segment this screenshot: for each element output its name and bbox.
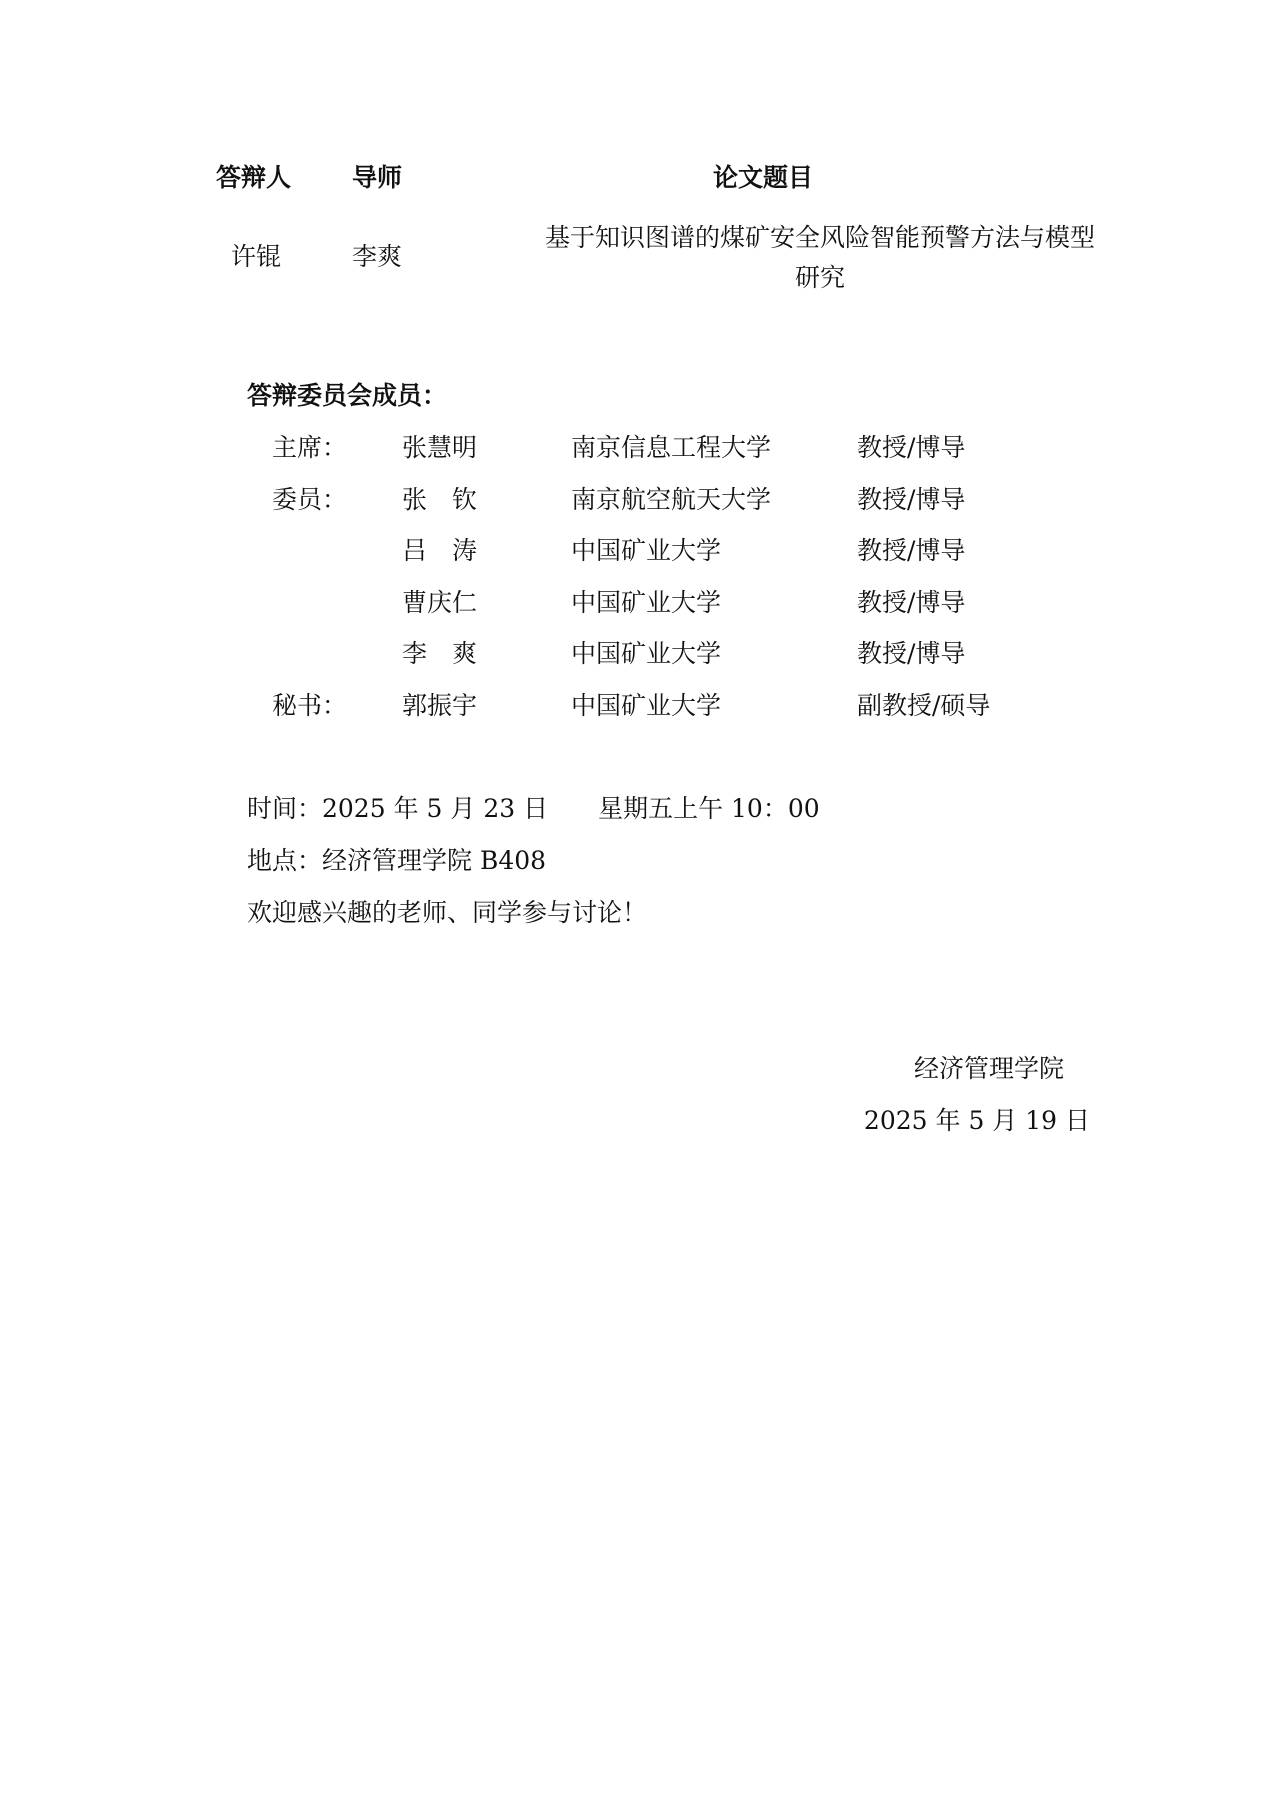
member-title: 教授/博导 [857,588,966,617]
committee-member-row [0,634,1280,674]
advisor-name: 李爽 [352,242,403,271]
signature-date: 2025 年 5 月 19 日 [863,1106,1090,1135]
member-role: 委员： [272,485,348,514]
member-title: 教授/博导 [857,433,966,462]
member-organization: 南京信息工程大学 [571,433,772,462]
member-name: 张慧明 [402,433,478,462]
defender-name: 许锟 [231,242,282,271]
header-advisor: 导师 [352,163,403,192]
member-name: 李 爽 [402,639,478,668]
member-title: 教授/博导 [857,536,966,565]
committee-member-row [0,480,1280,520]
defense-time: 时间：2025 年 5 月 23 日 星期五上午 10：00 [247,794,820,823]
thesis-title: 基于知识图谱的煤矿安全风险智能预警方法与模型研究 [544,223,1095,292]
member-organization: 中国矿业大学 [571,691,722,720]
member-title: 教授/博导 [857,485,966,514]
committee-member-row [0,583,1280,623]
member-name: 吕 涛 [402,536,478,565]
signature-organization: 经济管理学院 [913,1054,1064,1083]
member-organization: 南京航空航天大学 [571,485,772,514]
committee-member-row [0,686,1280,726]
member-name: 曹庆仁 [402,588,478,617]
member-name: 张 钦 [402,485,478,514]
member-name: 郭振宇 [402,691,478,720]
member-role: 秘书： [272,691,348,720]
committee-member-row [0,428,1280,468]
member-role: 主席： [272,433,348,462]
member-organization: 中国矿业大学 [571,536,722,565]
header-defender: 答辩人 [216,163,292,192]
committee-heading: 答辩委员会成员： [247,381,448,410]
member-organization: 中国矿业大学 [571,639,722,668]
committee-member-row [0,531,1280,571]
member-title: 副教授/硕导 [857,691,991,720]
defense-location: 地点：经济管理学院 B408 [247,846,547,875]
member-organization: 中国矿业大学 [571,588,722,617]
welcome-note: 欢迎感兴趣的老师、同学参与讨论！ [247,898,648,927]
header-thesis-title: 论文题目 [713,163,814,192]
member-title: 教授/博导 [857,639,966,668]
